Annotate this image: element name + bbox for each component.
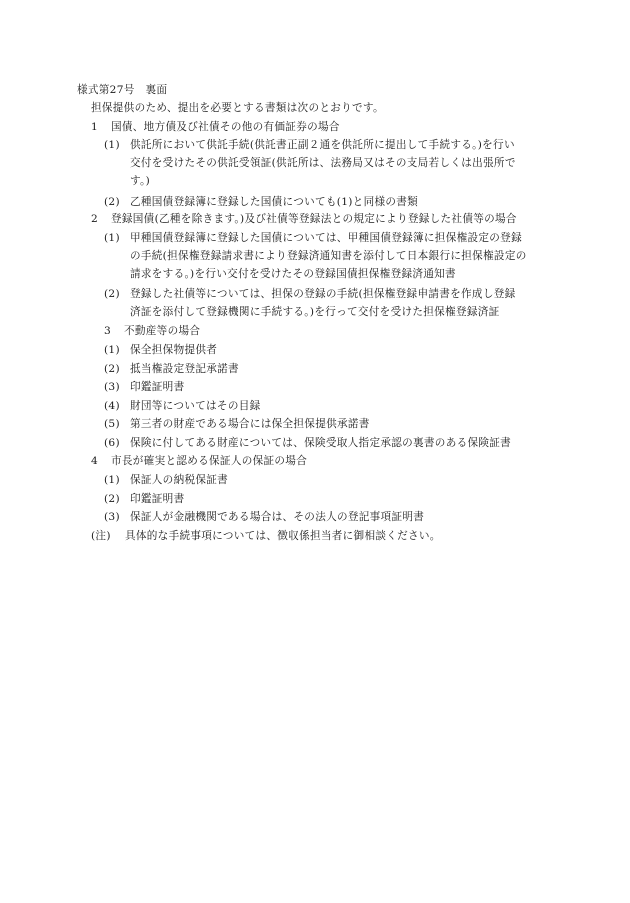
- section-1-item-2-number: (2): [104, 196, 120, 208]
- note-text: 具体的な手続事項については、徴収係担当者に御相談ください。: [125, 530, 441, 542]
- section-3-item-6: (6) 保険に付してある財産については、保険受取人指定承認の裏書のある保険証書: [104, 437, 512, 449]
- intro-text: 担保提供のため、提出を必要とする書類は次のとおりです。: [91, 102, 384, 114]
- section-2-item-2-line-1: (2) 登録した社債等については、担保の登録の手続(担保権登録申請書を作成し登録: [104, 288, 516, 300]
- section-3-item-2: (2) 抵当権設定登記承諾書: [104, 363, 239, 375]
- section-1-item-1-line-2: 交付を受けたその供託受領証(供託所は、法務局又はその支局若しくは出張所で: [130, 157, 516, 169]
- section-2-item-1-line-2: の手続(担保権登録請求書により登録済通知書を添付して日本銀行に担保権設定の: [130, 250, 527, 262]
- section-4-item-3: (3) 保証人が金融機関である場合は、その法人の登記事項証明書: [104, 511, 425, 523]
- section-3-heading-text: 不動産等の場合: [124, 325, 201, 337]
- section-2-heading-text: 登録国債(乙種を除きます。)及び社債等登録法との規定により登録した社債等の場合: [111, 213, 517, 225]
- section-3-item-5: (5) 第三者の財産である場合には保全担保提供承諾書: [104, 418, 370, 430]
- note-label: (注): [91, 530, 111, 542]
- section-2-item-2-number: (2): [104, 288, 120, 300]
- section-1-item-1-line-1: (1) 供託所において供託手続(供託書正副２通を供託所に提出して手続する。)を行い: [104, 139, 515, 151]
- section-4-item-1: (1) 保証人の納税保証書: [104, 474, 229, 486]
- section-1-item-1-number: (1): [104, 139, 120, 151]
- section-2-item-1-line-1: (1) 甲種国債登録簿に登録した国債については、甲種国債登録簿に担保権設定の登録: [104, 232, 522, 244]
- form-title: 様式第27号 裏面: [77, 84, 168, 96]
- section-4-heading: [91, 455, 307, 468]
- section-3-number: 3: [104, 325, 112, 337]
- section-3-item-1: (1) 保全担保物提供者: [104, 344, 218, 356]
- section-3-item-4: (4) 財団等についてはその目録: [104, 400, 261, 412]
- section-1-number: 1: [91, 121, 99, 133]
- section-3-item-3: (3) 印鑑証明書: [104, 381, 185, 393]
- section-4-item-2: (2) 印鑑証明書: [104, 493, 185, 505]
- section-2-heading: [91, 213, 517, 226]
- section-3-heading: [104, 325, 200, 338]
- section-2-number: 2: [91, 213, 99, 225]
- section-1-heading: [91, 121, 340, 134]
- section-1-item-2: (2) 乙種国債登録簿に登録した国債についても(1)と同様の書類: [104, 196, 419, 208]
- note: [91, 530, 441, 543]
- section-4-heading-text: 市長が確実と認める保証人の保証の場合: [111, 455, 308, 467]
- section-2-item-2-line-2: 済証を添付して登録機関に手続する。)を行って交付を受けた担保権登録済証: [130, 306, 500, 318]
- section-2-item-1-line-3: 請求をする。)を行い交付を受けたその登録国債担保権登録済通知書: [130, 268, 456, 280]
- section-1-heading-text: 国債、地方債及び社債その他の有価証券の場合: [111, 121, 340, 133]
- section-2-item-1-number: (1): [104, 232, 120, 244]
- section-1-item-1-line-3: す。): [130, 175, 151, 187]
- section-4-number: 4: [91, 455, 99, 467]
